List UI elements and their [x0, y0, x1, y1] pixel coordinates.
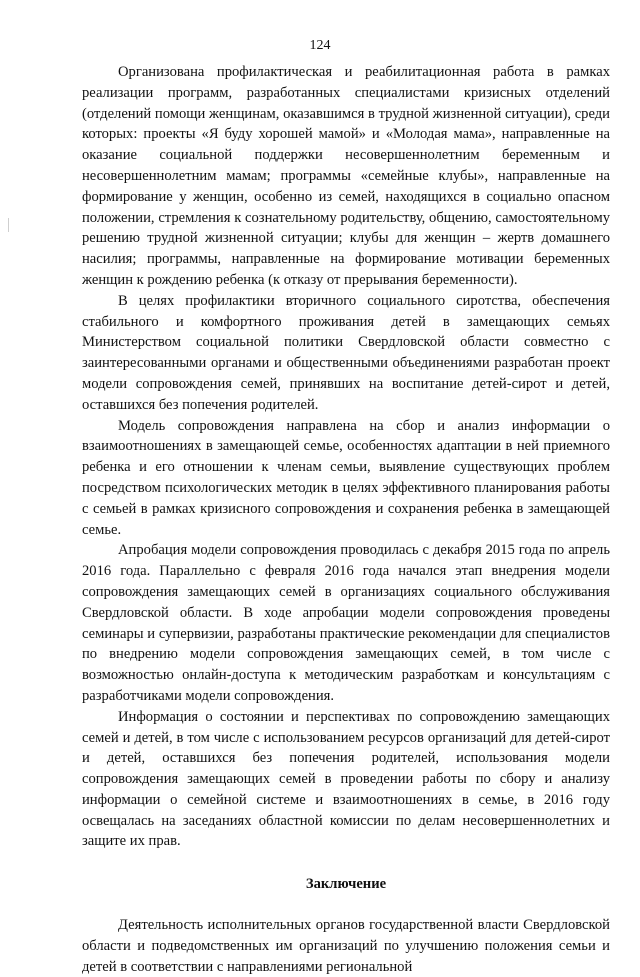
- paragraph-support-model: Модель сопровождения направлена на сбор и анализ информации о взаимоотношениях в замещающей семье, особенностях адаптации в ней приемного ребенка и его отношении к членам семьи, выявление существующих проблем посредством психологических методик в целях эффективного планирования работы с семьей в рамках кризисного сопровождения и сохранения ребенка в замещающей семье.: [82, 417, 610, 538]
- page-body: [82, 62, 610, 977]
- page-number: 124: [309, 38, 331, 53]
- paragraph-secondary-orphanhood: В целях профилактики вторичного социального сиротства, обеспечения стабильного и комфортного проживания детей в замещающих семьях Министерством социальной политики Свердловской области совместно с заинтересованными органами и общественными объединениями разработан проект модели сопровождения семей, принявших на воспитание детей-сирот и детей, оставшихся без попечения родителей.: [82, 292, 610, 413]
- paragraph-commission-info: Информация о состоянии и перспективах по сопровождению замещающих семей и детей, в том числе с использованием ресурсов организаций для детей-сирот и детей, оставшихся без попечения родителей, использования модели сопровождения замещающих семей в проведении работы по сбору и анализу информации о семейной системе и взаимоотношениях в семье, в 2016 году освещалась на заседаниях областной комиссии по делам несовершеннолетних и защите их прав.: [82, 708, 610, 850]
- paragraph-model-approbation: Апробация модели сопровождения проводилась с декабря 2015 года по апрель 2016 года. Параллельно с февраля 2016 года начался этап внедрения модели сопровождения замещающих семей в организациях социального обслуживания Свердловской области. В ходе апробации модели сопровождения проведены семинары и супервизии, разработаны практические рекомендации для специалистов по внедрению модели сопровождения замещающих семей, в том числе с возможностью онлайн-доступа к методическим разработкам и консультациям с разработчиками модели сопровождения.: [82, 542, 610, 704]
- scan-margin-mark: [8, 218, 9, 232]
- paragraph-conclusion: Деятельность исполнительных органов государственной власти Свердловской области и подведомственных им организаций по улучшению положения семьи и детей в соответствии с направлениями региональной: [82, 917, 610, 975]
- section-heading-conclusion: Заключение: [305, 876, 387, 893]
- paragraph-prevention-programs: Организована профилактическая и реабилитационная работа в рамках реализации программ, разработанных специалистами кризисных отделений (отделений помощи женщинам, оказавшимся в трудной жизненной ситуации), среди которых: проекты «Я буду хорошей мамой» и «Молодая мама», направленные на оказание социальной поддержки несовершеннолетним беременным и несовершеннолетним мамам; программы «семейные клубы», направленные на формирование у женщин, особенно из семей, находящихся в социально опасном положении, стремления к сознательному родительству, общению, самостоятельному решению трудной жизненной ситуации; клубы для женщин – жертв домашнего насилия; программы, направленные на формирование мотивации беременных женщин к рождению ребенка (к отказу от прерывания беременности).: [82, 64, 610, 288]
